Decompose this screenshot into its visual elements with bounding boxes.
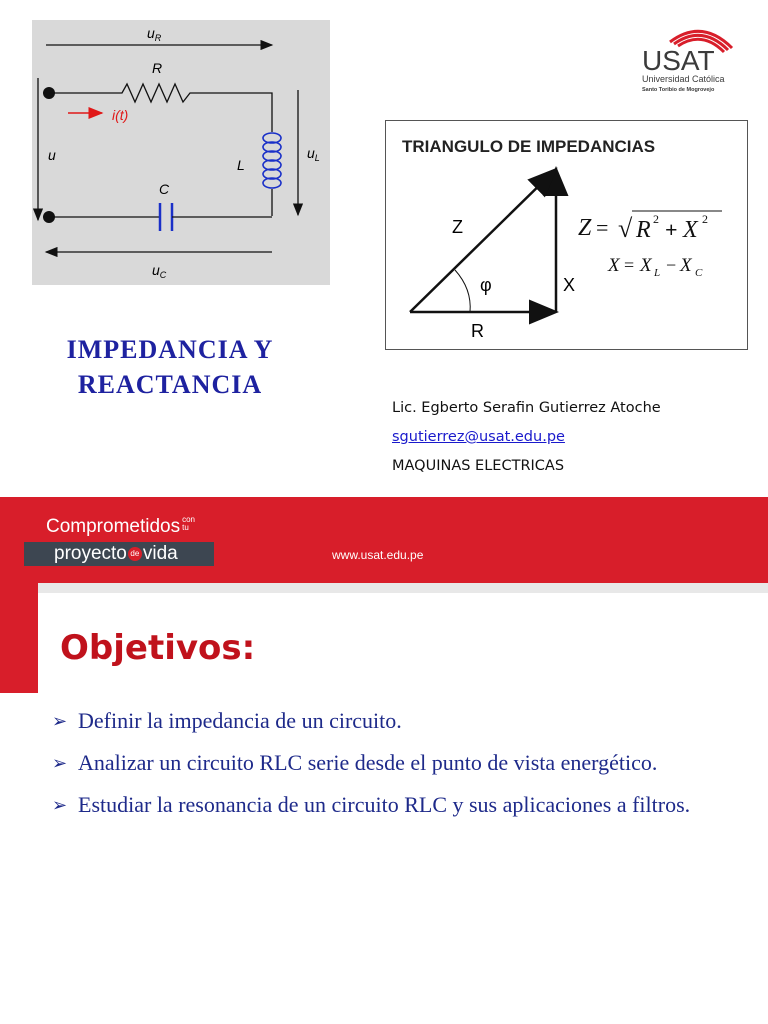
- phi-label: φ: [480, 275, 492, 295]
- objectives-title: Objetivos:: [60, 628, 256, 668]
- svg-text:X: X: [680, 255, 692, 276]
- arrow-bullet-icon: ➢: [52, 795, 68, 815]
- svg-text:=: =: [624, 255, 635, 275]
- objective-text: Estudiar la resonancia de un circuito RLC y sus aplicaciones a filtros.: [78, 792, 691, 817]
- angle-arc: [455, 270, 470, 312]
- inductor: [263, 133, 281, 188]
- slogan-small-tu: tu: [182, 523, 189, 532]
- author-block: [392, 394, 661, 481]
- current-label: i(t): [112, 107, 129, 123]
- circuit-svg: [32, 20, 330, 285]
- slogan-small-con: con: [182, 515, 196, 524]
- resistor: [49, 84, 272, 115]
- slogan-line-1: [46, 516, 195, 538]
- title-line-2: REACTANCIA: [77, 370, 263, 399]
- objectives-list: [52, 700, 692, 826]
- arrow-bullet-icon: ➢: [52, 753, 68, 773]
- svg-text:−: −: [666, 255, 677, 275]
- slogan-proyecto: proyecto: [54, 543, 127, 564]
- R-label: R: [152, 60, 163, 76]
- logo-wordmark: USAT: [642, 45, 715, 76]
- objective-text: Analizar un circuito RLC serie desde el punto de vista energético.: [78, 750, 658, 775]
- impedance-triangle-figure: [385, 120, 748, 350]
- svg-text:X: X: [640, 255, 652, 276]
- svg-text:2: 2: [653, 212, 659, 226]
- course-name: MAQUINAS ELECTRICAS: [392, 458, 565, 474]
- svg-text:=: =: [596, 215, 609, 240]
- formula-Z: [578, 211, 722, 243]
- uL-label: $u_L$: [307, 145, 320, 163]
- slide-title: [30, 332, 310, 402]
- rlc-circuit-diagram: [32, 20, 330, 285]
- formula-X: [607, 255, 703, 279]
- slogan-vida: vida: [142, 543, 178, 564]
- list-item: [52, 784, 692, 826]
- logo-line1: Universidad Católica: [642, 74, 725, 84]
- title-line-1: IMPEDANCIA Y: [66, 335, 274, 364]
- svg-text:X: X: [683, 217, 698, 243]
- impedance-triangle-svg: [386, 121, 746, 348]
- slogan-line-2: [24, 542, 214, 566]
- slogan-de-badge: de: [128, 547, 142, 561]
- author-email-link[interactable]: sgutierrez@usat.edu.pe: [392, 429, 565, 445]
- list-item: [52, 700, 692, 742]
- svg-text:√: √: [618, 214, 633, 243]
- R-label: R: [471, 321, 484, 341]
- author-name: Lic. Egberto Serafin Gutierrez Atoche: [392, 400, 661, 416]
- Z-label: Z: [452, 217, 463, 237]
- header-accent-bar: [0, 583, 38, 693]
- triangle-heading: TRIANGULO DE IMPEDANCIAS: [402, 137, 656, 156]
- svg-text:C: C: [695, 267, 703, 279]
- svg-text:L: L: [654, 267, 661, 279]
- uR-label: $u_R$: [147, 25, 162, 43]
- svg-text:2: 2: [702, 212, 708, 226]
- L-label: L: [237, 157, 245, 173]
- X-label: X: [563, 275, 576, 295]
- logo-line2: Santo Toribio de Mogrovejo: [642, 87, 715, 93]
- website-link[interactable]: www.usat.edu.pe: [332, 548, 424, 562]
- footer-band: [0, 497, 768, 583]
- list-item: [52, 742, 692, 784]
- usat-logo: [640, 20, 740, 100]
- slide-separator: [32, 583, 768, 593]
- C-label: C: [159, 181, 170, 197]
- slogan-word: Comprometidos: [46, 516, 181, 537]
- svg-text:X: X: [608, 255, 620, 276]
- arrow-bullet-icon: ➢: [52, 711, 68, 731]
- objective-text: Definir la impedancia de un circuito.: [78, 708, 402, 733]
- usat-logo-svg: [640, 20, 740, 100]
- svg-text:+: +: [665, 217, 678, 242]
- u-label: u: [48, 147, 56, 163]
- svg-text:Z: Z: [578, 215, 592, 241]
- uC-label: $u_C$: [152, 262, 167, 280]
- svg-text:R: R: [636, 217, 651, 243]
